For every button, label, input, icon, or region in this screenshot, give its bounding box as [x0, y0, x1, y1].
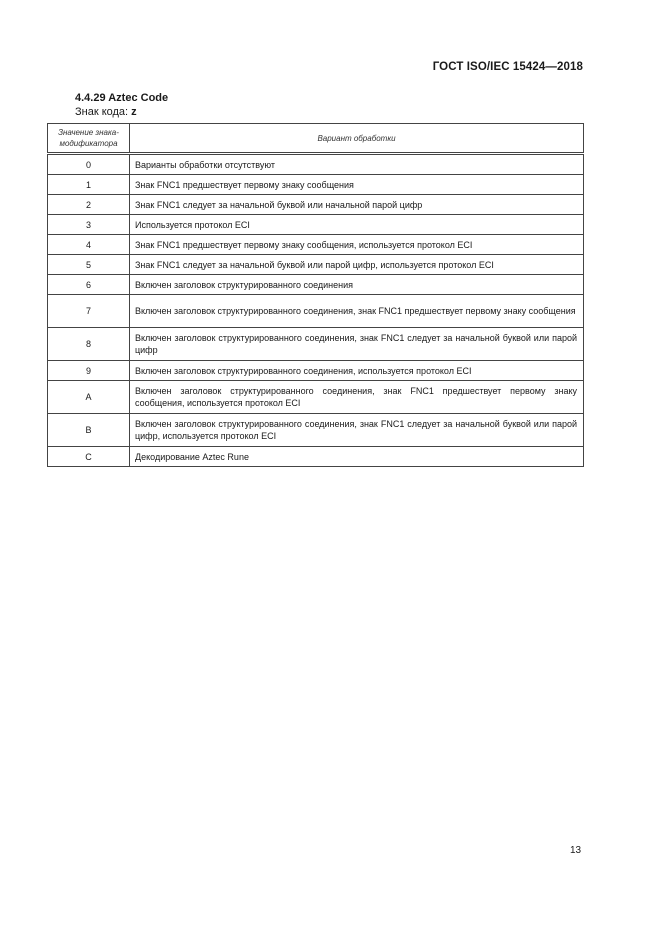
processing-description: Включен заголовок структурированного соединения, знак FNC1 предшествует первому знаку сообщения, используется протокол ECI: [130, 381, 584, 414]
section-title: 4.4.29 Aztec Code: [75, 92, 169, 104]
processing-description: Знак FNC1 следует за начальной буквой или парой цифр, используется протокол ECI: [130, 255, 584, 275]
modifier-code: 7: [48, 295, 130, 328]
modifier-code: 2: [48, 195, 130, 215]
table-row: [48, 381, 584, 414]
table-row: [48, 154, 584, 175]
processing-description: Знак FNC1 предшествует первому знаку сообщения, используется протокол ECI: [130, 235, 584, 255]
processing-description: Варианты обработки отсутствуют: [130, 154, 584, 175]
modifier-code: 4: [48, 235, 130, 255]
table-row: [48, 275, 584, 295]
table-row: [48, 255, 584, 275]
header-processing-variant: Вариант обработки: [130, 124, 584, 154]
table-row: [48, 414, 584, 447]
modifier-code: 1: [48, 175, 130, 195]
table-row: [48, 195, 584, 215]
processing-description: Включен заголовок структурированного соединения, знак FNC1 следует за начальной буквой или парой цифр: [130, 328, 584, 361]
table-row: [48, 361, 584, 381]
code-character-line: [75, 106, 137, 118]
standard-header: ГОСТ ISO/IEC 15424—2018: [432, 61, 583, 73]
processing-description: Знак FNC1 следует за начальной буквой или начальной парой цифр: [130, 195, 584, 215]
modifier-code: B: [48, 414, 130, 447]
code-value: z: [131, 106, 137, 118]
processing-description: Декодирование Aztec Rune: [130, 447, 584, 467]
modifier-code: 9: [48, 361, 130, 381]
header-modifier-value: Значение знака-модификатора: [48, 124, 130, 154]
modifier-code: C: [48, 447, 130, 467]
table-row: [48, 447, 584, 467]
modifier-code: 5: [48, 255, 130, 275]
modifier-code: 6: [48, 275, 130, 295]
table-header-row: [48, 124, 584, 154]
processing-description: Включен заголовок структурированного соединения, используется протокол ECI: [130, 361, 584, 381]
table-row: [48, 175, 584, 195]
code-label: Знак кода:: [75, 106, 129, 118]
table-row: [48, 215, 584, 235]
modifier-code: 0: [48, 154, 130, 175]
page-number: 13: [570, 845, 582, 856]
table-row: [48, 235, 584, 255]
table-row: [48, 328, 584, 361]
processing-description: Знак FNC1 предшествует первому знаку сообщения: [130, 175, 584, 195]
modifier-code: 3: [48, 215, 130, 235]
processing-description: Включен заголовок структурированного соединения: [130, 275, 584, 295]
table-row: [48, 295, 584, 328]
processing-description: Используется протокол ECI: [130, 215, 584, 235]
modifier-table: [47, 123, 584, 467]
modifier-code: 8: [48, 328, 130, 361]
processing-description: Включен заголовок структурированного соединения, знак FNC1 предшествует первому знаку сообщения: [130, 295, 584, 328]
modifier-code: A: [48, 381, 130, 414]
processing-description: Включен заголовок структурированного соединения, знак FNC1 следует за начальной буквой или парой цифр, используется протокол ECI: [130, 414, 584, 447]
